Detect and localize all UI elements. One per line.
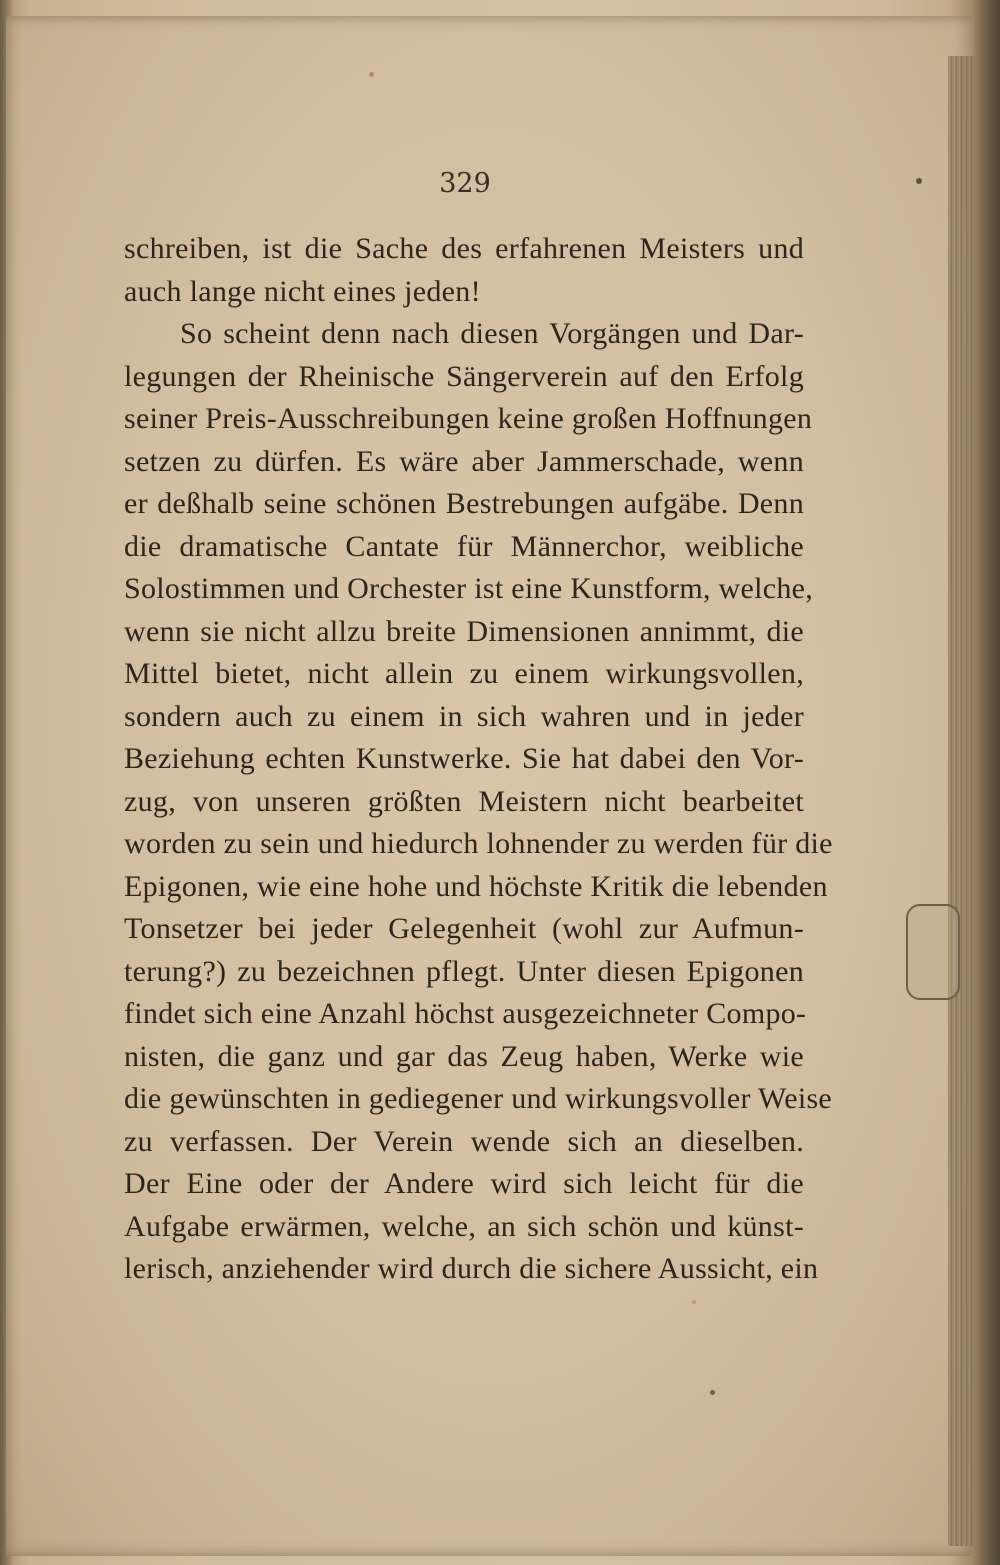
text-line: So scheint denn nach diesen Vorgängen und Dar- (180, 317, 804, 350)
text-line: Mittel bietet, nicht allein zu einem wirkungsvollen, (124, 657, 804, 690)
page-tab-marker (906, 904, 960, 1000)
text-line: Aufgabe erwärmen, welche, an sich schön und künst- (124, 1209, 804, 1243)
book-page (6, 16, 974, 1556)
page-edge (948, 56, 974, 1546)
text-line: die dramatische Cantate für Männerchor, weibliche (124, 529, 804, 563)
text-line: zu verfassen. Der Verein wende sich an dieselben. (124, 1124, 804, 1158)
ink-spot (710, 1390, 715, 1395)
text-line: er deßhalb seine schönen Bestrebungen aufgäbe. Denn (124, 487, 804, 520)
text-line: Tonsetzer bei jeder Gelegenheit (wohl zur Aufmun- (124, 912, 804, 945)
text-line: seiner Preis-Ausschreibungen keine großen Hoffnungen (124, 402, 813, 435)
text-line: Beziehung echten Kunstwerke. Sie hat dabei den Vor- (124, 742, 804, 775)
page-number: 329 (439, 168, 491, 199)
text-line: nisten, die ganz und gar das Zeug haben, Werke wie (124, 1039, 804, 1073)
text-line: sondern auch zu einem in sich wahren und in jeder (124, 699, 804, 733)
text-line: Der Eine oder der Andere wird sich leicht für die (124, 1167, 804, 1200)
text-line: Solostimmen und Orchester ist eine Kunstform, welche, (124, 572, 814, 605)
text-line: die gewünschten in gediegener und wirkungsvoller Weise (124, 1082, 833, 1115)
text-line: worden zu sein und hiedurch lohnender zu werden für die (124, 827, 833, 860)
text-line: findet sich eine Anzahl höchst ausgezeichneter Compo- (124, 997, 807, 1030)
text-line: Epigonen, wie eine hohe und höchste Kritik die lebenden (124, 869, 828, 903)
ink-spot (692, 1300, 696, 1304)
text-line: zug, von unseren größten Meistern nicht bearbeitet (124, 784, 804, 818)
text-line: setzen zu dürfen. Es wäre aber Jammerschade, wenn (124, 444, 804, 478)
text-line: auch lange nicht eines jeden! (124, 274, 481, 308)
text-line: wenn sie nicht allzu breite Dimensionen annimmt, die (124, 614, 804, 648)
body-text (124, 228, 833, 1291)
text-line: lerisch, anziehender wird durch die sichere Aussicht, ein (124, 1252, 819, 1285)
ink-spot (916, 178, 922, 184)
text-line: schreiben, ist die Sache des erfahrenen Meisters und (124, 232, 804, 265)
text-line: legungen der Rheinische Sängerverein auf den Erfolg (124, 359, 804, 393)
ink-spot (369, 72, 374, 77)
text-line: terung?) zu bezeichnen pflegt. Unter diesen Epigonen (124, 954, 804, 988)
